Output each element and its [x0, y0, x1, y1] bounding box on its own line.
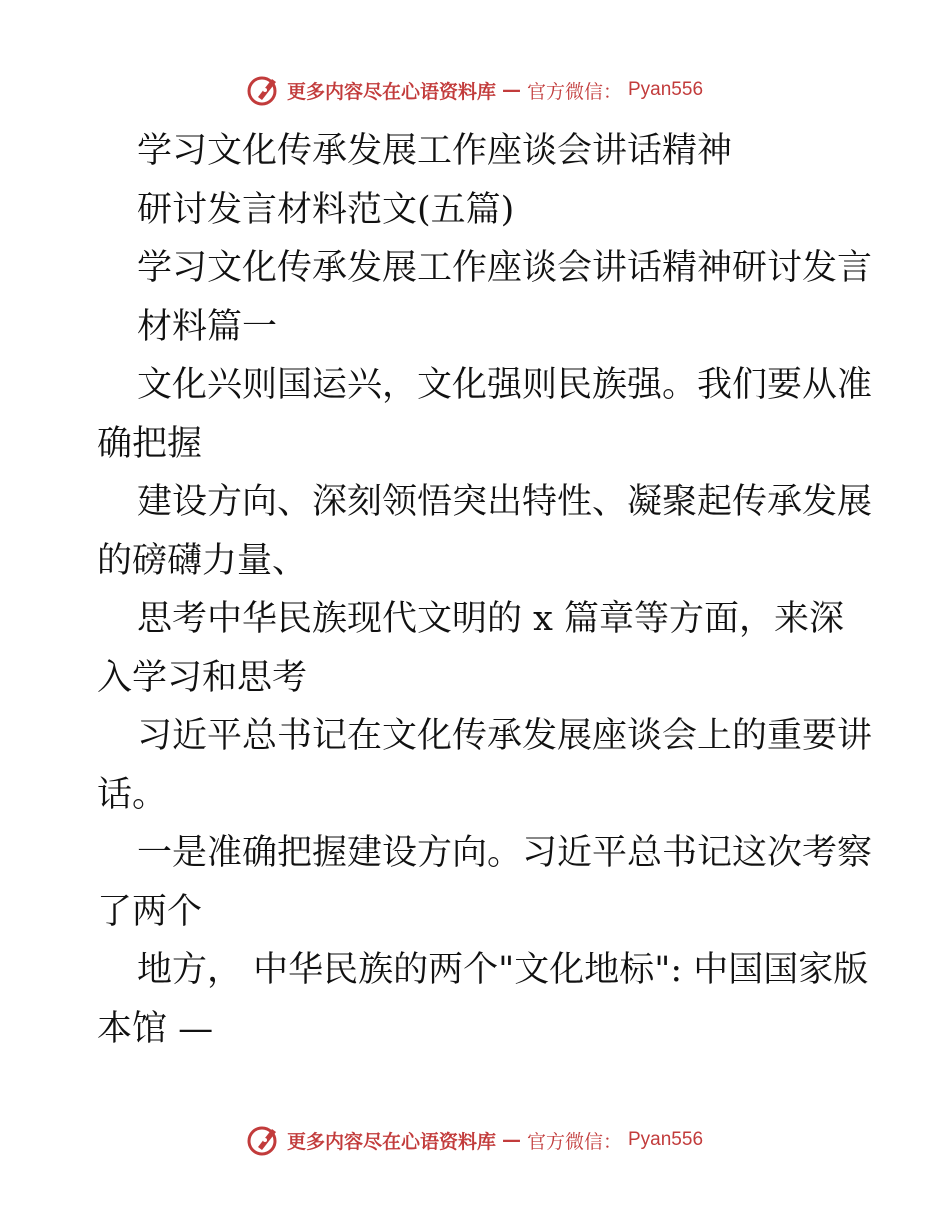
paragraph-line: 地方， 中华民族的两个"文化地标": 中国国家版 [137, 950, 869, 990]
paragraph-line: 的磅礴力量、 [97, 540, 308, 581]
paragraph-line: 确把握 [97, 423, 203, 464]
pen-nib-circle-icon [247, 73, 281, 107]
watermark-wechat-label: 官方微信： [526, 80, 622, 103]
header-watermark [0, 70, 950, 110]
watermark-wechat-label: 官方微信： [526, 1130, 622, 1153]
paragraph-line: 本馆 — [97, 1008, 214, 1049]
paragraph-line: 入学习和思考 [97, 657, 308, 698]
paragraph-line: 话。 [97, 774, 168, 815]
pen-nib-circle-icon [247, 1123, 281, 1157]
watermark-wechat-id: Pyan556 [628, 1129, 704, 1150]
doc-title-line-1: 学习文化传承发展工作座谈会讲话精神 [137, 131, 733, 171]
section-heading-line-2: 材料篇一 [137, 306, 278, 347]
doc-title-line-2: 研讨发言材料范文(五篇) [137, 189, 515, 230]
watermark-site-text: 更多内容尽在心语资料库 [286, 1130, 496, 1153]
paragraph-line: 一是准确把握建设方向。习近平总书记这次考察 [137, 833, 873, 873]
paragraph-line: 习近平总书记在文化传承发展座谈会上的重要讲 [137, 716, 873, 756]
paragraph-line: 建设方向、深刻领悟突出特性、凝聚起传承发展 [137, 482, 873, 522]
section-heading-line-1: 学习文化传承发展工作座谈会讲话精神研讨发言 [137, 248, 873, 288]
watermark-dash: — [501, 1129, 521, 1151]
paragraph-line: 了两个 [97, 891, 203, 932]
watermark-wechat-id: Pyan556 [628, 79, 704, 100]
paragraph-line: 思考中华民族现代文明的 x 篇章等方面，来深 [137, 599, 844, 639]
document-body [97, 122, 873, 1058]
watermark-site-text: 更多内容尽在心语资料库 [286, 80, 496, 103]
footer-watermark [0, 1120, 950, 1160]
watermark-dash: — [501, 79, 521, 101]
paragraph-line: 文化兴则国运兴，文化强则民族强。我们要从准 [137, 365, 873, 405]
